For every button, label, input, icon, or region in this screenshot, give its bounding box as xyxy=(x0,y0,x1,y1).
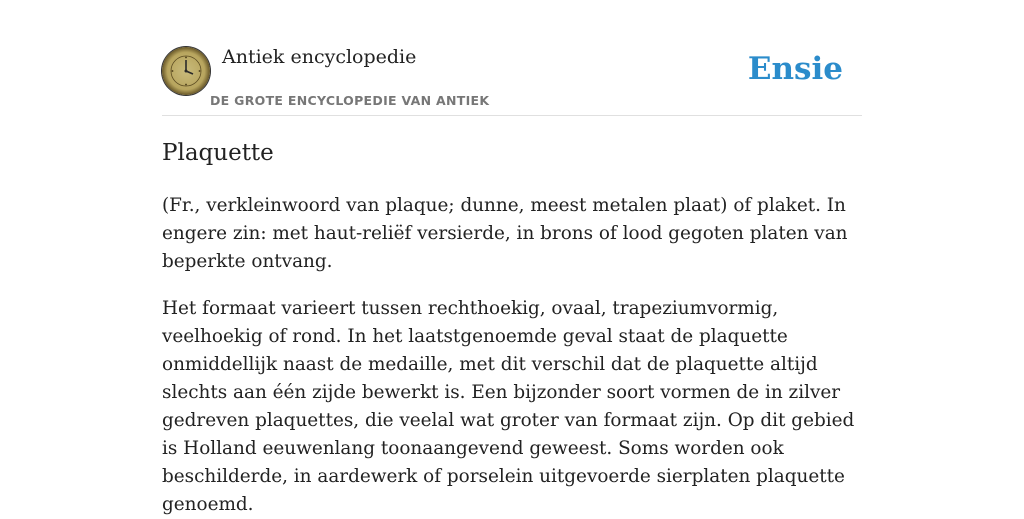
entry-title: Plaquette xyxy=(162,140,274,166)
site-title[interactable]: Antiek encyclopedie xyxy=(222,46,417,68)
page xyxy=(162,0,862,515)
clock-icon[interactable] xyxy=(162,47,210,95)
brand-logo[interactable]: Ensie xyxy=(747,51,843,87)
site-header xyxy=(162,0,862,116)
paragraph: (Fr., verkleinwoord van plaque; dunne, meest metalen plaat) of plaket. In engere zin: met haut-reliëf versierde, in brons of lood gegoten platen van beperkte ontvang. xyxy=(162,195,848,272)
paragraph: Het formaat varieert tussen rechthoekig, ovaal, trapeziumvormig, veelhoekig of rond. In het laatstgenoemde geval staat de plaquette onmiddellijk naast de medaille, met dit verschil dat de plaquette altijd slechts aan één zijde bewerkt is. Een bijzonder soort vormen de in zilver gedreven plaquettes, die veelal wat groter van formaat zijn. Op dit gebied is Holland eeuwenlang toonaangevend geweest. Soms worden ook beschilderde, in aardewerk of porselein uitgevoerde sierplaten plaquette genoemd. xyxy=(162,298,855,515)
site-subtitle: DE GROTE ENCYCLOPEDIE VAN ANTIEK xyxy=(210,93,490,108)
